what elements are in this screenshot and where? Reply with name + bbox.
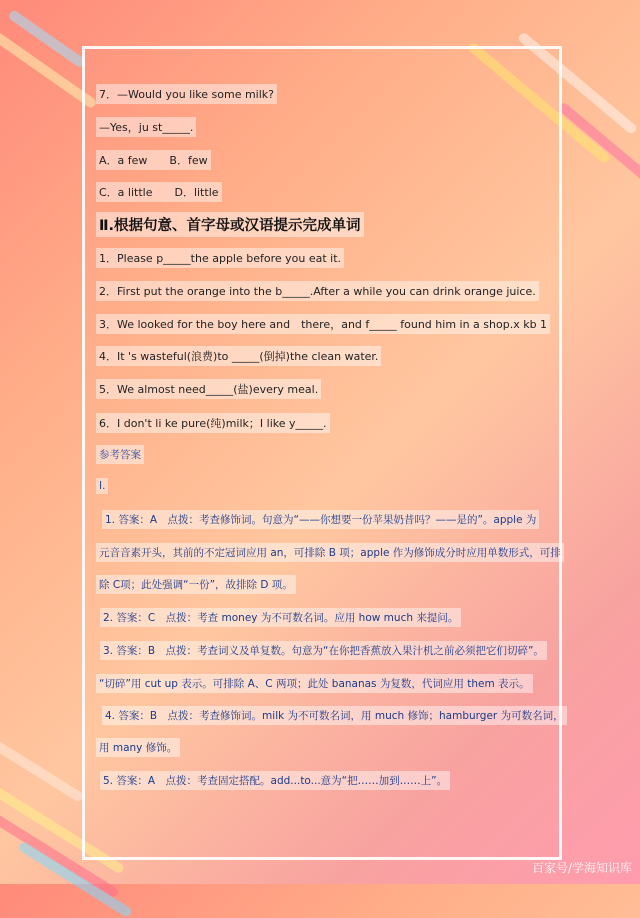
answer-4-cont: 用 many 修饰。 [96, 738, 180, 757]
answer-3-cont: “切碎”用 cut up 表示。可排除 A、C 两项；此处 bananas 为复数，代词应用 them 表示。 [96, 674, 533, 693]
option-line-ab: A．a few B．few [96, 150, 211, 170]
option-line-cd: C．a little D．little [96, 182, 222, 202]
question-7: 7．—Would you like some milk? [96, 84, 277, 104]
fill-question-1: 1．Please p_____the apple before you eat it. [96, 248, 344, 268]
fill-question-6: 6．I don't li ke pure(纯)milk；I like y_____. [96, 413, 330, 433]
decor-stripe [557, 101, 640, 186]
watermark-text: 百家号/学海知识库 [531, 861, 632, 875]
decor-stripe [0, 731, 84, 803]
answer-section-label: Ⅰ. [96, 478, 108, 494]
answer-1-cont: 除 C项；此处强调“一份”，故排除 D 项。 [96, 575, 296, 594]
answer-key-heading: 参考答案 [96, 445, 144, 464]
answer-3: 3. 答案：B 点拨：考查词义及单复数。句意为“在你把香蕉放入果汁机之前必须把它们切碎”。 [100, 641, 547, 660]
decor-stripe [7, 9, 86, 69]
fill-question-3: 3．We looked for the boy here and there，and f_____ found him in a shop.x kb 1 [96, 314, 550, 334]
answer-4: 4. 答案：B 点拨：考查修饰词。milk 为不可数名词，用 much 修饰；hamburger 为可数名词， [102, 706, 567, 725]
answer-2: 2. 答案：C 点拨：考查 money 为不可数名词。应用 how much 来提问。 [100, 608, 461, 627]
answer-5: 5. 答案：A 点拨：考查固定搭配。add...to...意为“把……加到……上”。 [100, 771, 450, 790]
fill-question-4: 4．It 's wasteful(浪费)to _____(倒掉)the clean water. [96, 346, 381, 366]
fill-question-5: 5．We almost need_____(盐)every meal. [96, 379, 321, 399]
answer-1-cont: 元音音素开头，其前的不定冠词应用 an，可排除 B 项；apple 作为修饰成分时应用单数形式，可排 [96, 543, 564, 562]
answer-1: 1. 答案：A 点拨：考查修饰词。句意为“——你想要一份苹果奶昔吗？——是的”。apple 为 [102, 510, 539, 529]
fill-question-2: 2．First put the orange into the b_____.After a while you can drink orange juice. [96, 281, 539, 301]
section-heading: Ⅱ.根据句意、首字母或汉语提示完成单词 [96, 212, 364, 237]
question-7-answer: —Yes，ju st_____. [96, 117, 196, 137]
